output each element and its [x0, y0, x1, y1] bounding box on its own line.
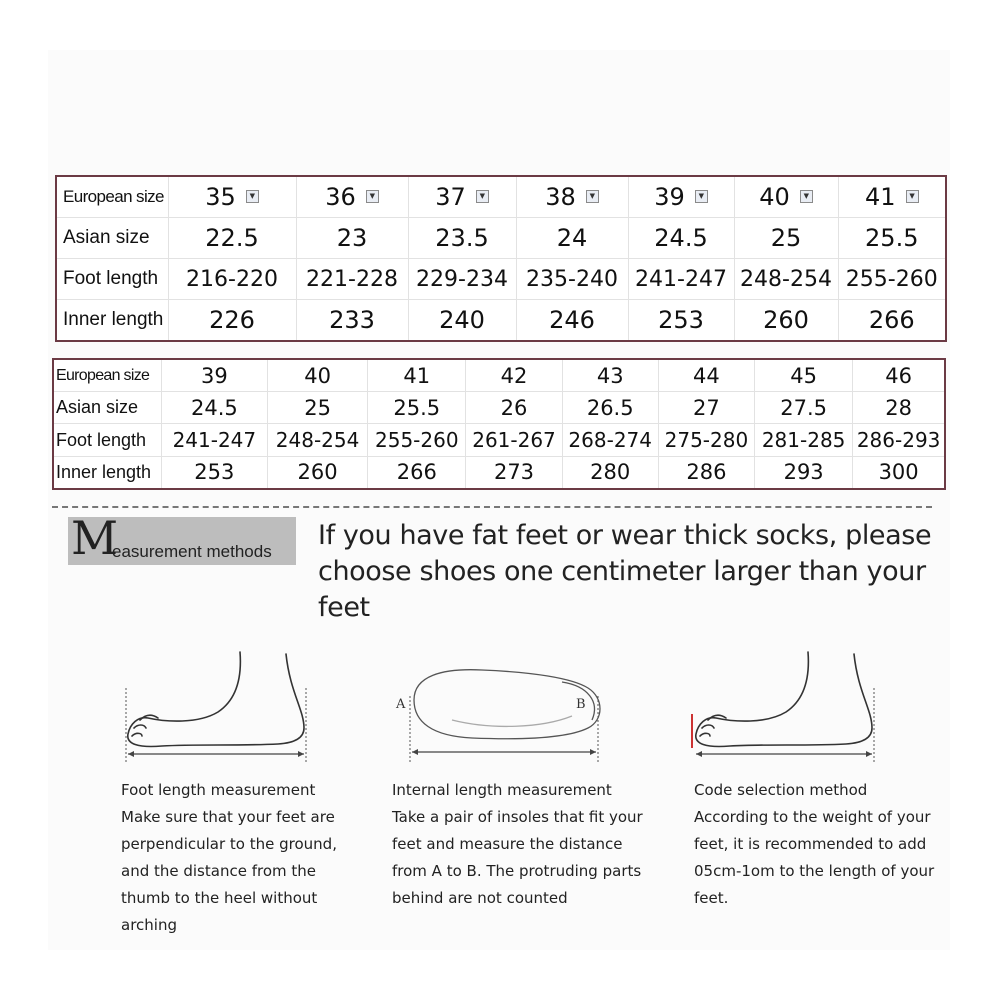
badge-label: easurement methods — [112, 542, 272, 561]
table-cell: 45 — [755, 359, 853, 392]
table-cell: 260 — [267, 456, 367, 489]
table-cell: 25 — [267, 392, 367, 424]
table-row-asian — [53, 392, 945, 424]
table-row-foot-length — [53, 424, 945, 456]
table-cell: 23 — [296, 218, 408, 259]
table-cell: 255-260 — [368, 424, 466, 456]
caption-line: feet, it is recommended to add — [694, 835, 927, 853]
row-label: Inner length — [53, 456, 161, 489]
row-label: Foot length — [56, 259, 168, 300]
size-cell[interactable]: 39 ▼ — [628, 176, 734, 218]
table-cell: 25.5 — [368, 392, 466, 424]
table-cell: 266 — [838, 300, 946, 342]
caption-line: Take a pair of insoles that fit your — [392, 808, 643, 826]
table-cell: 23.5 — [408, 218, 516, 259]
row-label: Asian size — [56, 218, 168, 259]
table-cell: 266 — [368, 456, 466, 489]
table-cell: 248-254 — [734, 259, 838, 300]
table-cell: 24 — [516, 218, 628, 259]
caption-line: and the distance from the — [121, 862, 316, 880]
internal-length-caption — [392, 777, 643, 912]
table-cell: 261-267 — [466, 424, 562, 456]
row-label: European size — [56, 176, 168, 218]
internal-length-diagram — [392, 660, 612, 766]
caption-line: perpendicular to the ground, — [121, 835, 337, 853]
size-table-large — [52, 358, 946, 490]
row-label: European size — [53, 359, 161, 392]
row-label: Foot length — [53, 424, 161, 456]
caption-line: thumb to the heel without — [121, 889, 318, 907]
size-cell[interactable]: 40 ▼ — [734, 176, 838, 218]
table-cell: 246 — [516, 300, 628, 342]
table-cell: 216-220 — [168, 259, 296, 300]
caption-line: feet. — [694, 889, 729, 907]
table-cell: 273 — [466, 456, 562, 489]
size-cell[interactable]: 35 ▼ — [168, 176, 296, 218]
code-selection-caption — [694, 777, 934, 912]
table-cell: 28 — [853, 392, 945, 424]
table-cell: 221-228 — [296, 259, 408, 300]
table-cell: 235-240 — [516, 259, 628, 300]
table-cell: 233 — [296, 300, 408, 342]
table-cell: 248-254 — [267, 424, 367, 456]
table-cell: 253 — [161, 456, 267, 489]
dashed-divider — [52, 506, 932, 508]
caption-line: Make sure that your feet are — [121, 808, 335, 826]
table-cell: 44 — [658, 359, 754, 392]
table-cell: 22.5 — [168, 218, 296, 259]
table-cell: 280 — [562, 456, 658, 489]
table-cell: 24.5 — [628, 218, 734, 259]
table-row-european — [53, 359, 945, 392]
table-cell: 41 — [368, 359, 466, 392]
table-cell: 25.5 — [838, 218, 946, 259]
table-cell: 255-260 — [838, 259, 946, 300]
row-label: Inner length — [56, 300, 168, 342]
table-cell: 260 — [734, 300, 838, 342]
table-cell: 226 — [168, 300, 296, 342]
row-label: Asian size — [53, 392, 161, 424]
table-cell: 286-293 — [853, 424, 945, 456]
table-cell: 275-280 — [658, 424, 754, 456]
table-cell: 241-247 — [161, 424, 267, 456]
table-cell: 24.5 — [161, 392, 267, 424]
foot-length-diagram — [118, 648, 318, 766]
badge-initial: M — [71, 511, 119, 565]
sizing-note: If you have fat feet or wear thick socks, please choose shoes one centimeter larger than your feet — [318, 520, 932, 623]
table-row-asian — [56, 218, 946, 259]
table-cell: 293 — [755, 456, 853, 489]
size-cell[interactable]: 36 ▼ — [296, 176, 408, 218]
caption-title: Internal length measurement — [392, 781, 612, 799]
table-cell: 26 — [466, 392, 562, 424]
table-cell: 241-247 — [628, 259, 734, 300]
table-cell: 300 — [853, 456, 945, 489]
table-cell: 25 — [734, 218, 838, 259]
caption-line: arching — [121, 916, 177, 934]
measurement-methods-badge — [68, 511, 296, 565]
table-cell: 253 — [628, 300, 734, 342]
table-row-inner-length — [56, 300, 946, 342]
dropdown-arrow-icon[interactable]: ▼ — [695, 190, 708, 203]
table-row-foot-length — [56, 259, 946, 300]
point-b-label: B — [576, 697, 586, 712]
caption-title: Foot length measurement — [121, 781, 316, 799]
caption-title: Code selection method — [694, 781, 868, 799]
code-selection-diagram — [686, 648, 886, 766]
dropdown-arrow-icon[interactable]: ▼ — [906, 190, 919, 203]
dropdown-arrow-icon[interactable]: ▼ — [800, 190, 813, 203]
caption-line: from A to B. The protruding parts — [392, 862, 642, 880]
table-cell: 46 — [853, 359, 945, 392]
table-cell: 240 — [408, 300, 516, 342]
table-cell: 27.5 — [755, 392, 853, 424]
table-cell: 42 — [466, 359, 562, 392]
table-row-inner-length — [53, 456, 945, 489]
size-cell[interactable]: 41 ▼ — [838, 176, 946, 218]
dropdown-arrow-icon[interactable]: ▼ — [366, 190, 379, 203]
point-a-label: A — [396, 697, 406, 712]
size-cell[interactable]: 38 ▼ — [516, 176, 628, 218]
foot-length-caption — [121, 777, 337, 939]
caption-line: 05cm-1om to the length of your — [694, 862, 935, 880]
table-cell: 40 — [267, 359, 367, 392]
caption-line: feet and measure the distance — [392, 835, 623, 853]
table-cell: 43 — [562, 359, 658, 392]
table-cell: 229-234 — [408, 259, 516, 300]
table-cell: 281-285 — [755, 424, 853, 456]
size-cell[interactable]: 37 ▼ — [408, 176, 516, 218]
dropdown-arrow-icon[interactable]: ▼ — [476, 190, 489, 203]
caption-line: According to the weight of your — [694, 808, 931, 826]
table-cell: 26.5 — [562, 392, 658, 424]
table-row-european — [56, 176, 946, 218]
table-cell: 27 — [658, 392, 754, 424]
size-table-small — [55, 175, 947, 342]
table-cell: 286 — [658, 456, 754, 489]
dropdown-arrow-icon[interactable]: ▼ — [586, 190, 599, 203]
table-cell: 39 — [161, 359, 267, 392]
table-cell: 268-274 — [562, 424, 658, 456]
caption-line: behind are not counted — [392, 889, 568, 907]
dropdown-arrow-icon[interactable]: ▼ — [246, 190, 259, 203]
